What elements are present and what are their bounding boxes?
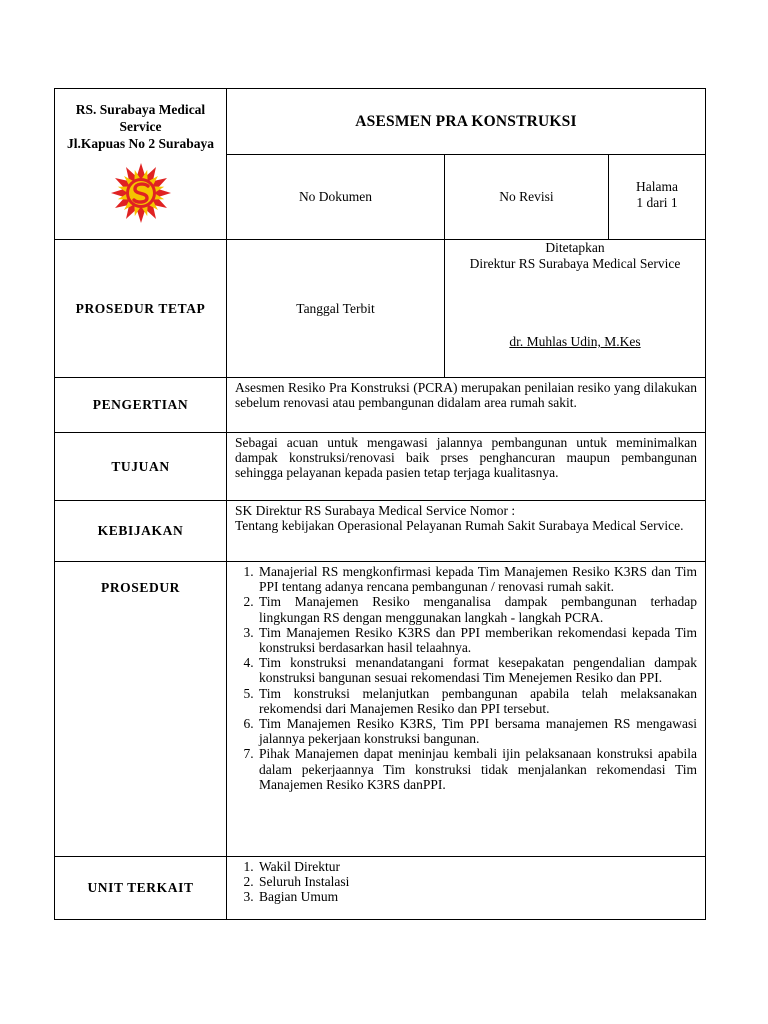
- list-item: 6. Tim Manajemen Resiko K3RS, Tim PPI bersama manajemen RS mengawasi jalannya pekerjaan konstruksi bangunan.: [257, 716, 697, 746]
- tujuan-text: Sebagai acuan untuk mengawasi jalannya pembangunan untuk meminimalkan dampak konstruksi/renovasi baik prses penghancuran maupun pembangunan sehingga pelayanan kepada pasien tetap terjaga kualitasnya.: [227, 433, 706, 501]
- hospital-logo: [57, 162, 224, 228]
- list-item: 1. Manajerial RS mengkonfirmasi kepada Tim Manajemen Resiko K3RS dan Tim PPI tentang adanya rencana pembangunan / renovasi rumah sakit.: [257, 564, 697, 594]
- kebijakan-line1: SK Direktur RS Surabaya Medical Service Nomor :: [235, 503, 516, 518]
- list-item: 7. Pihak Manajemen dapat meninjau kembali ijin pelaksanaan konstruksi apabila dalam pekerjaannya Tim konstruksi tidak menjalankan rekomendasi Tim Manajemen Resiko K3RS danPPI.: [257, 746, 697, 792]
- ditetapkan-cell: [445, 240, 706, 378]
- prosedur-list: [235, 564, 697, 792]
- hospital-name-line2: Service: [119, 119, 162, 134]
- prosedur-label: [55, 562, 227, 857]
- tanggal-terbit-cell: Tanggal Terbit: [227, 240, 445, 378]
- list-item: 4. Tim konstruksi menandatangani format kesepakatan pengendalian dampak konstruksi bangunan sesuai rekomendasi Tim Menejemen Resiko dan PPI.: [257, 655, 697, 685]
- prosedur-label-text: PROSEDUR: [100, 580, 181, 595]
- signer-name: dr. Muhlas Udin, M.Kes: [509, 334, 641, 349]
- no-dokumen-cell: No Dokumen: [227, 155, 445, 240]
- kebijakan-line2: Tentang kebijakan Operasional Pelayanan Rumah Sakit Surabaya Medical Service.: [235, 518, 684, 534]
- list-item: 1. Wakil Direktur: [257, 859, 697, 874]
- hospital-name-line1: RS. Surabaya Medical: [75, 102, 206, 117]
- halaman-cell: [609, 155, 706, 240]
- list-item: 3. Bagian Umum: [257, 889, 697, 904]
- document-title: ASESMEN PRA KONSTRUKSI: [227, 89, 706, 155]
- kebijakan-cell: [227, 501, 706, 562]
- tujuan-label: TUJUAN: [55, 433, 227, 501]
- hospital-address: Jl.Kapuas No 2 Surabaya: [66, 136, 215, 151]
- list-item: 3. Tim Manajemen Resiko K3RS dan PPI memberikan rekomendasi kepada Tim konstruksi berdasarkan hasil telaahnya.: [257, 625, 697, 655]
- kebijakan-label: KEBIJAKAN: [55, 501, 227, 562]
- sun-s-logo-icon: [107, 162, 175, 224]
- pengertian-label: PENGERTIAN: [55, 378, 227, 433]
- halaman-value: 1 dari 1: [636, 195, 678, 210]
- list-item: 5. Tim konstruksi melanjutkan pembangunan apabila telah melaksanakan rekomendsi dari Manajemen Resiko dan PPI tersebut.: [257, 686, 697, 716]
- direktur-title: Direktur RS Surabaya Medical Service: [469, 256, 681, 271]
- hospital-identity-cell: [55, 89, 227, 240]
- unit-terkait-list: [235, 859, 697, 905]
- list-item: 2. Tim Manajemen Resiko menganalisa dampak pembangunan terhadap lingkungan RS dengan menggunakan langkah - langkah PCRA.: [257, 594, 697, 624]
- list-item: 2. Seluruh Instalasi: [257, 874, 697, 889]
- pengertian-text: Asesmen Resiko Pra Konstruksi (PCRA) merupakan penilaian resiko yang dilakukan sebelum renovasi atau pembangunan didalam area rumah sakit.: [227, 378, 706, 433]
- prosedur-tetap-label: PROSEDUR TETAP: [55, 240, 227, 378]
- no-revisi-cell: No Revisi: [445, 155, 609, 240]
- prosedur-cell: [227, 562, 706, 857]
- unit-terkait-label: UNIT TERKAIT: [55, 857, 227, 920]
- unit-terkait-cell: [227, 857, 706, 920]
- halaman-label: Halama: [636, 179, 678, 194]
- ditetapkan-text: Ditetapkan: [545, 240, 605, 255]
- sop-document-table: [54, 88, 706, 920]
